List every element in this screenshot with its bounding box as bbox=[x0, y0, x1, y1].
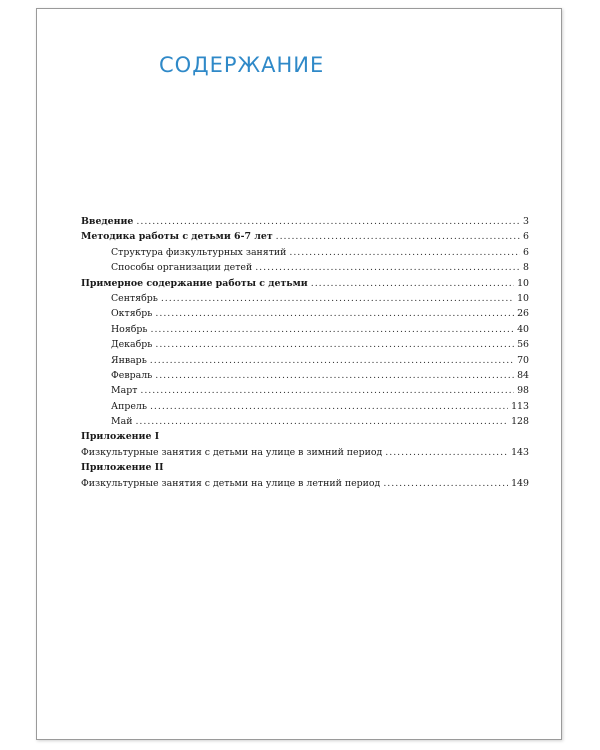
toc-entry-page-number: 6 bbox=[523, 231, 529, 243]
toc-dot-leader bbox=[150, 353, 514, 368]
toc-dot-leader bbox=[155, 337, 514, 352]
toc-entry-page-number: 113 bbox=[511, 400, 529, 412]
toc-entry-label: Октябрь bbox=[111, 308, 153, 320]
toc-entry-label: Структура физкультурных занятий bbox=[111, 246, 287, 258]
toc-dot-leader bbox=[150, 322, 514, 337]
toc-entry bbox=[81, 445, 529, 460]
toc-dot-leader bbox=[136, 214, 520, 229]
toc-dot-leader bbox=[155, 368, 514, 383]
toc-entry-page-number: 10 bbox=[517, 277, 529, 289]
toc-entry-page-number: 56 bbox=[517, 339, 529, 351]
toc-entry bbox=[81, 291, 529, 306]
toc-entry-label: Январь bbox=[111, 354, 147, 366]
toc-entry bbox=[81, 337, 529, 352]
toc-dot-leader bbox=[135, 414, 508, 429]
toc-entry-page-number: 70 bbox=[517, 354, 529, 366]
toc-entry bbox=[81, 368, 529, 383]
toc-entry-label: Физкультурные занятия с детьми на улице в летний период bbox=[81, 477, 381, 489]
toc-dot-leader bbox=[255, 260, 520, 275]
toc-entry-label: Сентябрь bbox=[111, 292, 158, 304]
toc-entry-page-number: 10 bbox=[517, 292, 529, 304]
toc-entry bbox=[81, 460, 529, 475]
toc-entry-label: Введение bbox=[81, 216, 134, 227]
toc-dot-leader bbox=[155, 306, 514, 321]
toc-entry-label: Декабрь bbox=[111, 339, 153, 351]
toc-entry-page-number: 26 bbox=[517, 308, 529, 320]
toc-entry bbox=[81, 476, 529, 491]
toc-entry-page-number: 84 bbox=[517, 369, 529, 381]
table-of-contents bbox=[81, 214, 529, 491]
toc-entry-label: Методика работы с детьми 6-7 лет bbox=[81, 231, 273, 243]
toc-entry-label: Примерное содержание работы с детьми bbox=[81, 277, 308, 289]
toc-dot-leader bbox=[150, 399, 508, 414]
toc-entry-label: Апрель bbox=[111, 400, 147, 412]
toc-entry bbox=[81, 383, 529, 398]
toc-entry bbox=[81, 245, 529, 260]
toc-entry bbox=[81, 229, 529, 244]
toc-entry bbox=[81, 399, 529, 414]
toc-dot-leader bbox=[276, 229, 520, 244]
toc-entry bbox=[81, 353, 529, 368]
toc-entry-label: Физкультурные занятия с детьми на улице в зимний период bbox=[81, 446, 383, 458]
toc-entry-label: Февраль bbox=[111, 369, 153, 381]
toc-entry-page-number: 40 bbox=[517, 323, 529, 335]
toc-entry bbox=[81, 414, 529, 429]
toc-entry bbox=[81, 306, 529, 321]
toc-entry-page-number: 128 bbox=[511, 416, 529, 428]
toc-entry-label: Март bbox=[111, 385, 138, 397]
toc-dot-leader bbox=[161, 291, 514, 306]
toc-entry-page-number: 143 bbox=[511, 446, 529, 458]
toc-entry-page-number: 6 bbox=[523, 246, 529, 258]
toc-entry bbox=[81, 429, 529, 444]
toc-entry-label: Приложение II bbox=[81, 462, 164, 474]
document-page bbox=[36, 8, 562, 740]
toc-entry bbox=[81, 276, 529, 291]
page-title: СОДЕРЖАНИЕ bbox=[159, 53, 325, 77]
toc-entry-page-number: 8 bbox=[523, 262, 529, 274]
toc-dot-leader bbox=[140, 383, 514, 398]
toc-entry-page-number: 149 bbox=[511, 477, 529, 489]
toc-entry-page-number: 98 bbox=[517, 385, 529, 397]
toc-entry-label: Ноябрь bbox=[111, 323, 148, 335]
toc-entry bbox=[81, 322, 529, 337]
toc-entry-page-number: 3 bbox=[523, 216, 529, 227]
toc-entry-label: Способы организации детей bbox=[111, 262, 253, 274]
toc-dot-leader bbox=[383, 476, 508, 491]
toc-dot-leader bbox=[289, 245, 520, 260]
toc-entry-label: Май bbox=[111, 416, 133, 428]
toc-dot-leader bbox=[311, 276, 514, 291]
toc-dot-leader bbox=[385, 445, 508, 460]
toc-entry bbox=[81, 214, 529, 229]
toc-entry-label: Приложение I bbox=[81, 431, 160, 443]
toc-entry bbox=[81, 260, 529, 275]
